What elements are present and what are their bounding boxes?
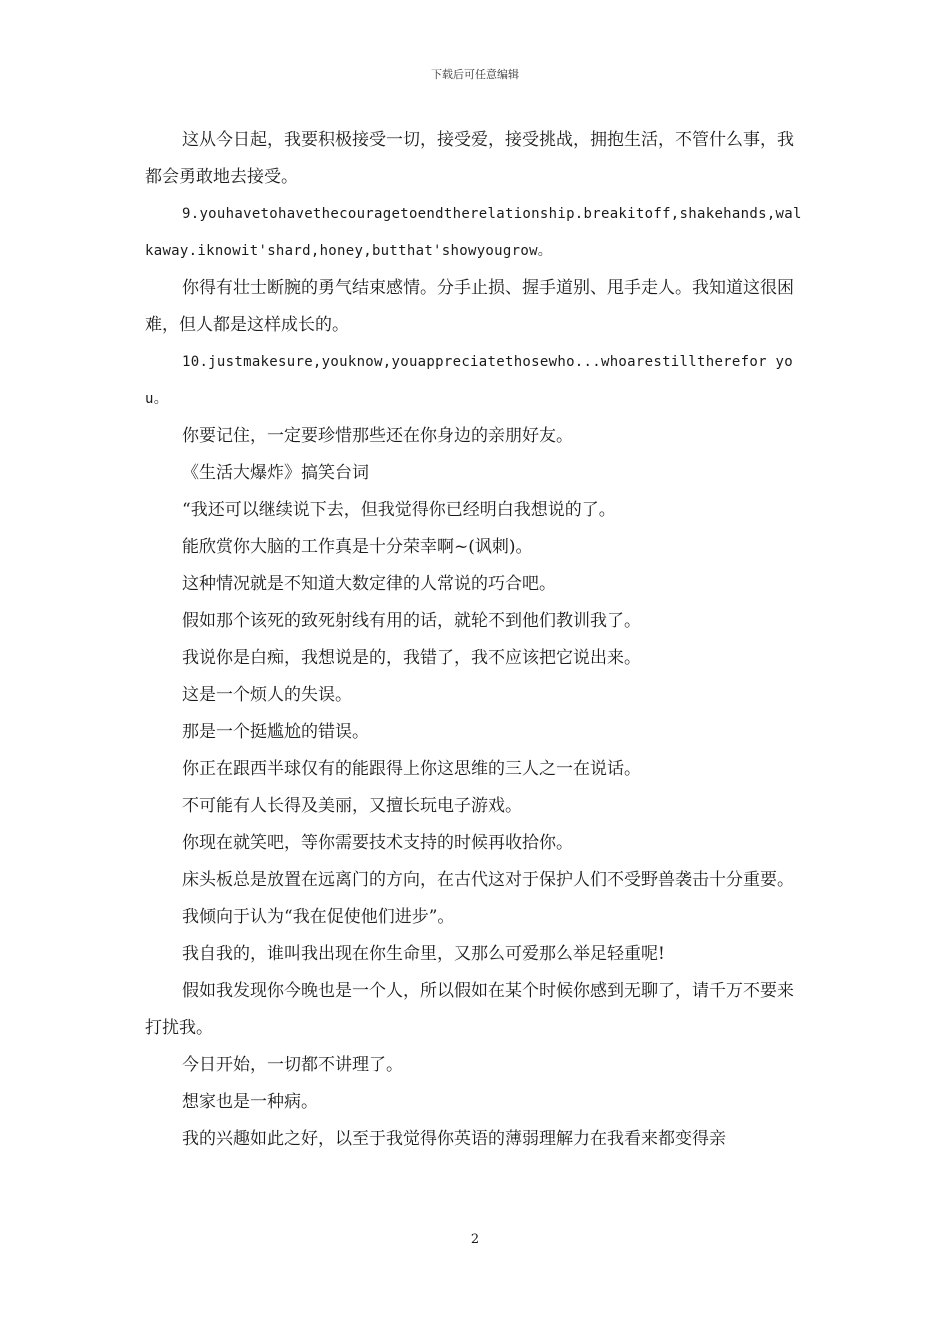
paragraph-english: 9.youhavetohavethecouragetoendtherelationship.breakitoff,shakehands,walkaway.iknowit'shard,honey,butthat'showyougrow。 bbox=[145, 206, 802, 259]
page-number: 2 bbox=[470, 1232, 480, 1247]
paragraph-english: 10.justmakesure,youknow,youappreciatethosewho...whoarestilltherefor you。 bbox=[145, 354, 794, 407]
paragraph: 我的兴趣如此之好，以至于我觉得你英语的薄弱理解力在我看来都变得亲 bbox=[182, 1129, 726, 1149]
paragraph: 能欣赏你大脑的工作真是十分荣幸啊~(讽刺)。 bbox=[182, 537, 533, 557]
paragraph: 这从今日起，我要积极接受一切，接受爱，接受挑战，拥抱生活，不管什么事，我都会勇敢地去接受。 bbox=[145, 130, 794, 187]
paragraph: 假如我发现你今晚也是一个人，所以假如在某个时候你感到无聊了，请千万不要来打扰我。 bbox=[145, 981, 794, 1038]
paragraph: 你正在跟西半球仅有的能跟得上你这思维的三人之一在说话。 bbox=[182, 759, 641, 779]
paragraph: 那是一个挺尴尬的错误。 bbox=[182, 722, 369, 742]
paragraph: 你现在就笑吧，等你需要技术支持的时候再收拾你。 bbox=[182, 833, 573, 853]
paragraph: 今日开始，一切都不讲理了。 bbox=[182, 1055, 403, 1075]
paragraph: 这种情况就是不知道大数定律的人常说的巧合吧。 bbox=[182, 574, 556, 594]
paragraph: 想家也是一种病。 bbox=[182, 1092, 318, 1112]
paragraph: 我倾向于认为“我在促使他们进步”。 bbox=[182, 907, 455, 927]
paragraph: 不可能有人长得及美丽，又擅长玩电子游戏。 bbox=[182, 796, 522, 816]
paragraph: 床头板总是放置在远离门的方向，在古代这对于保护人们不受野兽袭击十分重要。 bbox=[182, 870, 794, 890]
paragraph: 你得有壮士断腕的勇气结束感情。分手止损、握手道别、甩手走人。我知道这很困难，但人都是这样成长的。 bbox=[145, 278, 794, 335]
paragraph: 假如那个该死的致死射线有用的话，就轮不到他们教训我了。 bbox=[182, 611, 641, 631]
paragraph: “我还可以继续说下去，但我觉得你已经明白我想说的了。 bbox=[182, 500, 616, 520]
page-header: 下载后可任意编辑 bbox=[431, 68, 519, 81]
document-body bbox=[145, 122, 810, 1158]
section-title: 《生活大爆炸》搞笑台词 bbox=[182, 463, 369, 483]
paragraph: 我说你是白痴，我想说是的，我错了，我不应该把它说出来。 bbox=[182, 648, 641, 668]
paragraph: 你要记住，一定要珍惜那些还在你身边的亲朋好友。 bbox=[182, 426, 573, 446]
paragraph: 我自我的，谁叫我出现在你生命里，又那么可爱那么举足轻重呢! bbox=[182, 944, 665, 964]
paragraph: 这是一个烦人的失误。 bbox=[182, 685, 352, 705]
